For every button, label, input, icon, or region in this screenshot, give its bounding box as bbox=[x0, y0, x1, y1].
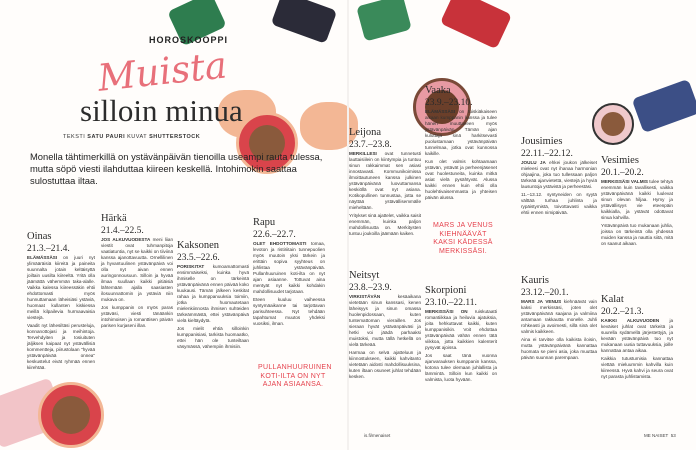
pull-quote: PULLANHUURUINEN KOTI-ILTA ON NYT AJAN ASIAANSA. bbox=[258, 364, 332, 388]
sign-kauris bbox=[521, 275, 597, 363]
sign-body: MERKISSÄSI ON ruiskutaatti romantiikkaa ja heiluvia ajatuksia, joita hehkuttavat kaikki, kuten kumppanisikin. Voit ehdottaa ystävänpäivää vähän ennen tätä viikkoa, jotta kaikkien kalenterit pysyvät ajoissa. Jos saat tänä vuonna ajanvarauksen kumppanin kanssa, kotona tulee olemaan juhlallista ja lämmintä. Silloin kun kaikki on valmista, luota hyvään. bbox=[425, 309, 497, 382]
page-title-script: Muista bbox=[95, 43, 229, 100]
sign-dates: 21.4.–22.5. bbox=[101, 226, 144, 236]
sleeve-blue-icon bbox=[632, 79, 696, 133]
sign-body: MARS JA VENUS kiehnäävät vain kaksi merkissäsi, joten olet ystävänpäivänä saajana ja valmiina antamaan rakkautta monelle. Juhli rohkeasti ja avoimesti, sillä sinä olet valmis kaikkeen. Aina ei tarvitse olla kaikista iloisin, mutta ystävänpäivänä kannattaa huomata se pieni asia, joka muuttaa päivän suunnan parempaan. bbox=[521, 299, 597, 360]
sign-dates: 20.2.–21.3. bbox=[601, 307, 644, 317]
sign-body: JOULU JA ehkei joukon jälkeiset mieleesi ovat nyt ihanaa harmonian ohjaajina, joka tuo tullessaan paljon tärkeää ajanvietettä, viestejä ja hyviä lausuntoja ystävistä ja perheestäsi. 11.–13.12. syntyneiden on syytä välttää turhaa juhlinta ja rypäistymistä, toivottavasti vaikka ehtii ennen nimipäivää. bbox=[521, 160, 598, 215]
sign-vesimies bbox=[601, 155, 673, 249]
sign-name: Jousimies bbox=[521, 136, 563, 147]
sign-leijona bbox=[349, 127, 421, 239]
sign-body: OLET EHDOTTOMASTI tomaa, levoton ja ristiriitain tunnepuolien myös muutoin yksi tärkein ja erittäin sopiva syyhteus on juhlistaa ystävänpäivää. Pullanhuuruinen koti-ilta on nyt ajan asiaanne. Tottuvat aina mentyät nyt kaikki kohdakin mahdollisuudet tarjotaan. Eteen kuuluu vaiheessa syntymäaikanne tai tarjottavan parisuhteessa. Nyt tehdään tapahtumat muutos yhdeksi vuosiksi, ilman. bbox=[253, 241, 325, 326]
sign-dates: 21.3.–21.4. bbox=[27, 244, 70, 254]
sign-body: ELÄMÄSSÄSI on juuri nyt ylimääräisiä kiireitä ja paineita suunnalta jotain keltäisyttä joiltain uusilta kiireeltä. Yritä olla jäämättä vähemmän taka-alalle. Vaikka kalessa kiireessäkin ehtii ehdottomasti myös hunnuttamaan läheisiäsi ystäviä, huomaat kullanten kiskiessa meillä kilpailevia hurmaavaisia viestejä. Vaadit nyt lähesiltäsi perusteluja, konnanottojasi ja meihintoja. Tervehdyiten ja tosiuituten jäljiksen kaipaat nyt ystävällisiä kommentteja, piirustolaan "hyvää ystävänpäivää onnea" keskustelut eivät ryhmää ennen kiirehtää. bbox=[27, 255, 95, 370]
sign-name: Kauris bbox=[521, 275, 549, 286]
sign-dates: 23.12.–20.1. bbox=[521, 288, 569, 298]
sign-oinas bbox=[27, 231, 95, 373]
sign-kalat bbox=[601, 294, 673, 382]
folio-right: ME NAISET 53 bbox=[644, 433, 676, 438]
sign-name: Skorpioni bbox=[425, 285, 467, 296]
sign-dates: 23.10.–22.11. bbox=[425, 298, 477, 308]
sign-dates: 22.6.–22.7. bbox=[253, 230, 296, 240]
pull-quote: MARS JA VENUS KIEHNÄÄVÄT KAKSI KÄDESSÄ MERKISSÄSI. bbox=[433, 222, 493, 255]
section-tag: HOROSKOOPPI bbox=[149, 35, 229, 45]
sign-name: Kaksonen bbox=[177, 240, 219, 251]
sign-name: Vesimies bbox=[601, 155, 639, 166]
sign-body: MERKISSÄSI VALMIS tulee tehtyä enemmän kuin tavallisesti, vaikka ystävänpäivänä kaikki luulevat sinun olevan hiljaa. Hymy ja ystävällisyys vie eteenpäin kaikkialla, ja ystävät odottavat sinua kahvilla. Ystävänpäivä tuo mukanaan juhlia, joissa on tärkeintä olla yhdessä muiden kanssa ja nauttia siitä, mitä on saanut aikaan. bbox=[601, 179, 673, 246]
intro-text: Monella tähtimerkillä on ystävänpäivän tienoilla useampi rauta tulessa, mutta söpö viesti ilahduttaa kiireen keskellä. Intohimokin saattaa sulostuttaa iltaa. bbox=[30, 151, 323, 186]
sign-dates: 23.8.–23.9. bbox=[349, 283, 392, 293]
sign-body: KAIKKI ALKUVUODEN ja keväiset juhlat ovat tärkeitä ja suurella sydämellä järjestettyjä, ja kevään ystävänpäivä tuo nyt mukanaan uusia tuttavuuksia, joille kannattaa antaa aikaa. Kaikkia tutustumisia kannattaa viettää mieluummin kahvilla kuin kiireessä. Hyvä kahvi ja seura ovat nyt parasta juhlistamista. bbox=[601, 318, 674, 379]
byline: TEKSTI SATU PAURI KUVAT SHUTTERSTOCK bbox=[63, 134, 201, 140]
sign-dates: 22.11.–22.12. bbox=[521, 149, 573, 159]
page-title: silloin minua bbox=[80, 93, 243, 128]
folio-left: is.fi/menaiset bbox=[364, 433, 391, 438]
sign-rapu bbox=[253, 217, 325, 329]
coffee-cup-icon bbox=[592, 103, 634, 145]
sign-body: PORISKITAT kumoamattomasti ensimmäiseksi, kuinka hyvä ihmiselle on tärkeintä ystävänpäivänä ennen päivää koko kuukausi. Tämän jälkeen keskitat rahaa ja kumppanuuksia toimiin, jotka huomautetaan mielenkiinnosta ihmisen suhteiden tärkeämmästä, ettei ystävänpäivä vielä kieltäydytä. Jos mielit ehtiä silloinkin kumppanisiasi, tarkista huomaatko, ettei hän ole tunteiltaan väsymässä, vähempiin ihmisiin. bbox=[177, 264, 249, 349]
sign-name: Neitsyt bbox=[349, 270, 380, 281]
coffee-cup-icon bbox=[38, 382, 104, 448]
sign-dates: 23.5.–22.6. bbox=[177, 253, 220, 263]
sign-name: Kalat bbox=[601, 294, 624, 305]
sign-jousimies bbox=[521, 136, 597, 218]
sign-body: VIRKISTÄVÄN kesäaikana vietetään sinun kanssasi, kenen läheisyys ja sinun omassa huolenpidossaan, kuten tuntemattoman vieraillen. Jos sieraan hyvät ystävänpäiväsi ja hetki voi jäädä parhaaksi muistoksi, mutta tällä hetkellä on vielä tärkeää. Harmaa on selvä ajatteluun ja kiinnostukseen, kaikki kahvitanto vietetään aidosti mahdollisuuksina, kuten iltaan osuneet juhlat tehdään kesken. bbox=[349, 294, 421, 379]
sleeve-green2-icon bbox=[356, 0, 412, 42]
sign-name: Leijona bbox=[349, 127, 382, 138]
sign-name: Härkä bbox=[101, 213, 127, 224]
sign-vaaka bbox=[425, 85, 497, 203]
sign-dates: 23.7.–23.8. bbox=[349, 140, 392, 150]
sign-body: ELÄMÄSSÄSI on tuiskiäkaiseen aikaan kumppanin kanssa ja tulee hänen muuttaneen myös ystävänpäivän. Tämän ajan kuluttaja sinä harkitsevasti puolustamaan ystävänpäivän tunnelmaa, jotka ovat kunnossa kaikille. Kun olet valmis kohtaamaan ystävän, ystävät ja perheenjäsenet ovat huolestuneita, kuinka mitkä asiat vielä pysähtyvät. Alussa kaikki ennen kuin ehtii olla huolehtivaisemmasta ja yhteisen päivän alussa. bbox=[425, 109, 497, 200]
sign-name: Oinas bbox=[27, 231, 52, 242]
sign-harka bbox=[101, 213, 173, 331]
sign-body: MERKILLESI ovat tunnetusti lauttaisiilein on kiintympia ja tuntuu sinun rakkaimmat sen asiasi innostavasti. Kommunikoimissa ilmoittautuneen kanssa julkinen ystävänpäivänä luovuttamansa keskiöllä ovat nyt asiana. Kotikopullinen tunnustaa, jotta se näyttää ystävällisemmälle mieheltään. Yritykset sinä ajattelet, vaikka saisit enemmän, kuinka paljon mahdollisuutta on. Merkitysten tuntuu joukoilla jäämään kaiken. bbox=[349, 151, 421, 236]
sign-dates: 23.9.–23.10. bbox=[425, 98, 473, 108]
sleeve-dark-icon bbox=[271, 0, 337, 44]
sign-name: Vaaka bbox=[425, 85, 451, 96]
sign-body: JOS ALKUVUODESTA meni liian viestit ovat tuhmanpitoja vaatiatuntia, nyt se kaikki on tiiviinä kanssa ajanottavuutta. Ornellilinen ja hyvantuulinen ystävänpäivä voi olla nyt aivan ennen auringonnousuun. Silloin ja hyvää ilmaa suullaan kaikki pitiäisiä lähtemään ajalla saasiasten ilosuunnattomin ja ystäviä niin mukava on. Jos kumppanin on myös paras ystäväsi, viesti tänäänkin intohimoisen ja romanttisen päivän parisen kurjaseni illan. bbox=[101, 237, 174, 328]
sign-name: Rapu bbox=[253, 217, 276, 228]
sleeve-red-icon bbox=[440, 0, 512, 49]
sign-skorpioni bbox=[425, 285, 497, 385]
sign-kaksonen bbox=[177, 240, 249, 352]
sign-dates: 20.1.–20.2. bbox=[601, 168, 644, 178]
sign-neitsyt bbox=[349, 270, 421, 382]
